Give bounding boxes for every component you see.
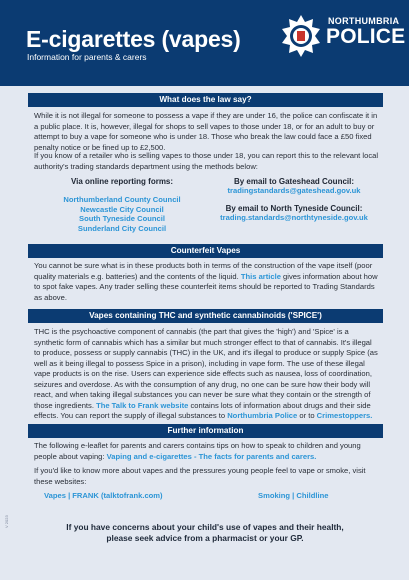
law-heading: What does the law say? — [28, 93, 383, 107]
link-newcastle[interactable]: Newcastle City Council — [80, 204, 164, 214]
vaping-leaflet-link[interactable]: Vaping and e-cigarettes - The facts for parents and carers. — [106, 451, 317, 461]
footer-line-2: please seek advice from a pharmacist or your GP. — [106, 533, 304, 543]
north-tyneside-heading: By email to North Tyneside Council: — [225, 204, 363, 213]
header-banner — [0, 0, 409, 82]
northumbria-police-link[interactable]: Northumbria Police — [227, 411, 298, 420]
law-paragraph-1: While it is not illegal for someone to possess a vape if they are under 16, the police can confiscate it in a public place. It is, however, illegal for shops to sell vapes to those under 18, or for an adult to buy or attempt to buy a vape for someone who is under 18. Those who break the law could face a £50 fixed penalty notice or be fined up to £2,500. — [34, 111, 378, 152]
gateshead-email-link[interactable]: tradingstandards@gateshead.gov.uk — [227, 186, 361, 195]
north-tyneside-email-link[interactable]: trading.standards@northtyneside.gov.uk — [220, 213, 368, 222]
frank-vapes-link[interactable]: Vapes | FRANK (talktofrank.com) — [44, 491, 163, 500]
crimestoppers-link[interactable]: Crimestoppers. — [316, 411, 373, 420]
law-paragraph-2: If you know of a retailer who is selling vapes to those under 18, you can report this to the relevant local authority's trading standards department using the methods below: — [34, 151, 379, 171]
gateshead-heading: By email to Gateshead Council: — [233, 177, 355, 186]
talk-to-frank-link[interactable]: The Talk to Frank website — [96, 400, 189, 410]
further-info-heading: Further information — [28, 424, 383, 438]
link-sunderland[interactable]: Sunderland City Council — [77, 223, 167, 233]
footer-line-1: If you have concerns about your child's use of vapes and their health, — [66, 522, 344, 532]
childline-smoking-link[interactable]: Smoking | Childline — [258, 491, 329, 500]
link-northumberland[interactable]: Northumberland County Council — [63, 195, 181, 204]
counterfeit-heading: Counterfeit Vapes — [28, 244, 383, 258]
council-links — [42, 195, 202, 233]
counterfeit-paragraph: You cannot be sure what is in these products both in terms of the construction of the vape itself (poor quality materials e.g. batteries) and the contents of the liquid. This article gives information about how to spot fake vapes. Any trader selling these counterfeit items should be reported to Trading Standards as above. — [34, 261, 378, 302]
police-crest-icon — [279, 14, 323, 58]
counterfeit-article-link[interactable]: This article — [240, 271, 281, 281]
further-paragraph-2: If you'd like to know more about vapes and the pressures young people feel to vape or smoke, visit these websites: — [34, 466, 366, 486]
thc-heading: Vapes containing THC and synthetic cannabinoids ('SPICE') — [28, 309, 383, 323]
page-title: E-cigarettes (vapes) — [26, 26, 241, 52]
page-subtitle: Information for parents & carers — [27, 52, 147, 62]
online-forms-heading: Via online reporting forms: — [70, 177, 174, 186]
logo-northumbria: NORTHUMBRIA — [328, 16, 400, 26]
thc-paragraph: THC is the psychoactive component of cannabis (the part that gives the 'high') and 'Spice' is a synthetic form of cannabis which has a similar but much stronger effect to that of cannabis. It's illegal to produce, possess or supply cannabis (THC) in the UK, and it's illegal to produce or supply Spice (as well as it being illegal to possess Spice in a prison), including in vape form. The use of these illegal vape products is on the rise. Users can experience side effects such as nausea, loss of coordination, seizures and overdose. As with the consumption of any drug, no one can be sure how their body will react, and when taking illegal substances you can never be sure what they contain or the strength of those ingredients. The Talk to Frank website contains lots of information about drugs and their side effects. You can report the supply of illegal substances to Northumbria Police or to Crimestoppers. — [34, 327, 378, 420]
logo-police: POLICE — [326, 25, 406, 48]
version-label: V 2023 — [4, 515, 9, 528]
further-paragraph-1: The following e-leaflet for parents and carers contains tips on how to speak to children and young people about vaping: Vaping and e-cigarettes - The facts for parents and carers. — [34, 441, 361, 461]
link-south-tyneside[interactable]: South Tyneside Council — [79, 214, 165, 224]
footer-advice — [36, 522, 374, 544]
